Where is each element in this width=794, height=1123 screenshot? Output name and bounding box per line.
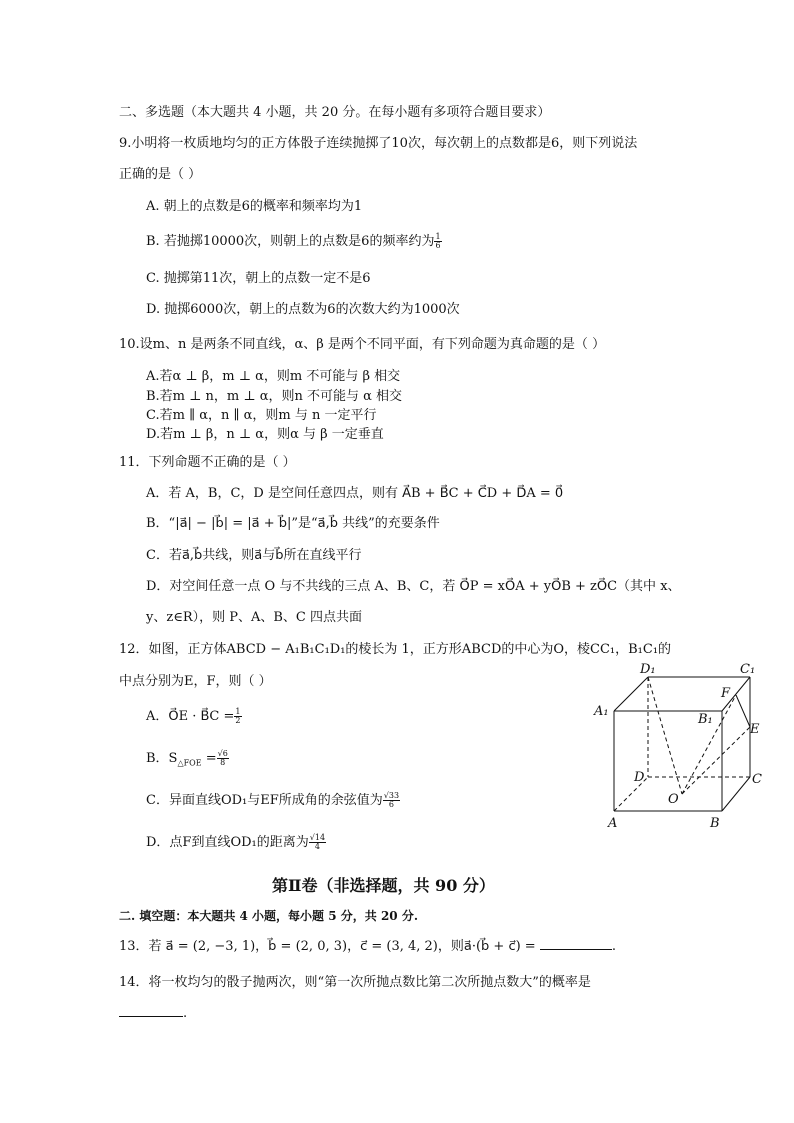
question-10-stem: 10.设m、n 是两条不同直线，α、β 是两个不同平面，有下列命题为真命题的是（ ） (119, 337, 606, 352)
question-9-option-b (146, 233, 442, 251)
segment-o-e (682, 727, 750, 794)
section-header-multiple-choice: 二、多选题（本大题共 4 小题，共 20 分。在每小题有多项符合题目要求） (119, 105, 551, 120)
fraction-denominator: 8 (220, 758, 226, 767)
question-9-option-c: C. 抛掷第11次，朝上的点数一定不是6 (146, 271, 371, 286)
segment-o-d1 (648, 677, 682, 794)
fraction (234, 708, 241, 725)
label-c1: C₁ (740, 662, 756, 677)
edge-a1-d1 (614, 677, 648, 711)
fraction-numerator: √6 (217, 749, 228, 758)
triangle-subscript: △FOE (177, 758, 202, 768)
question-12-option-c-text: C．异面直线OD₁与EF所成角的余弦值为 (146, 793, 383, 808)
fraction-numerator: 1 (235, 707, 241, 716)
question-14-blank-line (119, 1004, 187, 1023)
question-11-option-a: A．若 A，B，C，D 是空间任意四点，则有 A⃗B + B⃗C + C⃗D + D⃗A = 0⃗ (146, 486, 564, 501)
question-9-stem-cont: 正确的是（ ） (119, 167, 202, 182)
fraction (309, 834, 326, 851)
label-d1: D₁ (640, 662, 656, 677)
equals-sign: = (201, 751, 217, 766)
fraction (383, 792, 400, 809)
question-12-option-a (146, 708, 242, 726)
edge-b-c (722, 777, 750, 811)
question-10-option-c: C.若m ∥ α，n ∥ α，则m 与 n 一定平行 (146, 408, 377, 423)
question-12-stem: 12．如图，正方体ABCD − A₁B₁C₁D₁的棱长为 1，正方形ABCD的中心为O，棱CC₁，B₁C₁的 (119, 642, 672, 657)
question-12-option-b (146, 750, 229, 773)
label-o: O (668, 792, 679, 807)
fraction-denominator: 2 (235, 716, 241, 725)
question-10-option-b: B.若m ⊥ n，m ⊥ α，则n 不可能与 α 相交 (146, 389, 403, 404)
question-11-option-b: B．“|a⃗| − |b⃗| = |a⃗ + b⃗|”是“a⃗,b⃗ 共线”的充要条件 (146, 516, 440, 531)
question-14: 14．将一枚均匀的骰子抛两次，则“第一次所抛点数比第二次所抛点数大”的概率是 (119, 975, 591, 990)
question-13-text: 13．若 a⃗ = (2, −3, 1)，b⃗ = (2, 0, 3)，c⃗ = (3, 4, 2)，则a⃗·(b⃗ + c⃗) = (119, 939, 536, 954)
segment-o-f (682, 695, 736, 794)
question-12-stem-cont: 中点分别为E，F，则（ ） (119, 674, 272, 689)
label-a: A (608, 816, 618, 831)
question-11-option-c: C．若a⃗,b⃗共线，则a⃗与b⃗所在直线平行 (146, 548, 362, 563)
fraction-numerator: 1 (435, 232, 441, 241)
question-9-stem: 9.小明将一枚质地均匀的正方体骰子连续抛掷了10次，每次朝上的点数都是6，则下列说法 (119, 136, 638, 151)
question-13 (119, 937, 616, 956)
label-d: D (634, 770, 645, 785)
fraction-denominator: 4 (314, 842, 320, 851)
label-b: B (710, 816, 720, 831)
question-9-option-b-text: B. 若抛掷10000次，则朝上的点数是6的频率约为 (146, 234, 435, 249)
segment-e-f (736, 695, 750, 727)
part-2-title: 第Ⅱ卷（非选择题，共 90 分） (272, 876, 495, 895)
fraction-numerator: √14 (309, 833, 326, 842)
question-9-option-a: A. 朝上的点数是6的概率和频率均为1 (146, 199, 363, 214)
answer-blank[interactable] (119, 1004, 183, 1017)
question-12-option-c (146, 792, 400, 810)
fraction-denominator: 6 (388, 800, 394, 809)
answer-blank[interactable] (540, 937, 612, 950)
period: . (611, 939, 616, 954)
question-12-option-b-text: B．S (146, 751, 178, 766)
fraction (217, 750, 229, 767)
period: . (183, 1006, 188, 1021)
question-12-option-d-text: D．点F到直线OD₁的距离为 (146, 835, 309, 850)
question-10-option-d: D.若m ⊥ β，n ⊥ α，则α 与 β 一定垂直 (146, 427, 384, 442)
question-11-stem: 11．下列命题不正确的是（ ） (119, 455, 296, 470)
question-12-option-d (146, 834, 326, 852)
question-12-option-a-text: A．O⃗E · B⃗C = (146, 709, 235, 724)
label-b1: B₁ (698, 712, 713, 727)
label-c: C (752, 772, 762, 787)
question-11-option-d: D．对空间任意一点 O 与不共线的三点 A、B、C，若 O⃗P = xO⃗A + yO⃗B + zO⃗C（其中 x、 (146, 579, 681, 594)
label-e: E (750, 722, 760, 737)
section-header-fill-in: 二. 填空题：本大题共 4 小题，每小题 5 分，共 20 分. (119, 909, 418, 923)
fraction (434, 233, 441, 250)
fraction-denominator: 6 (435, 241, 441, 250)
label-a1: A₁ (594, 704, 609, 719)
cube-figure (590, 655, 770, 835)
label-f: F (721, 686, 731, 701)
fraction-numerator: √33 (383, 791, 400, 800)
question-9-option-d: D. 抛掷6000次，朝上的点数为6的次数大约为1000次 (146, 302, 460, 317)
question-11-option-d-cont: y、z∈R），则 P、A、B、C 四点共面 (146, 610, 363, 625)
question-10-option-a: A.若α ⊥ β，m ⊥ α，则m 不可能与 β 相交 (146, 369, 401, 384)
